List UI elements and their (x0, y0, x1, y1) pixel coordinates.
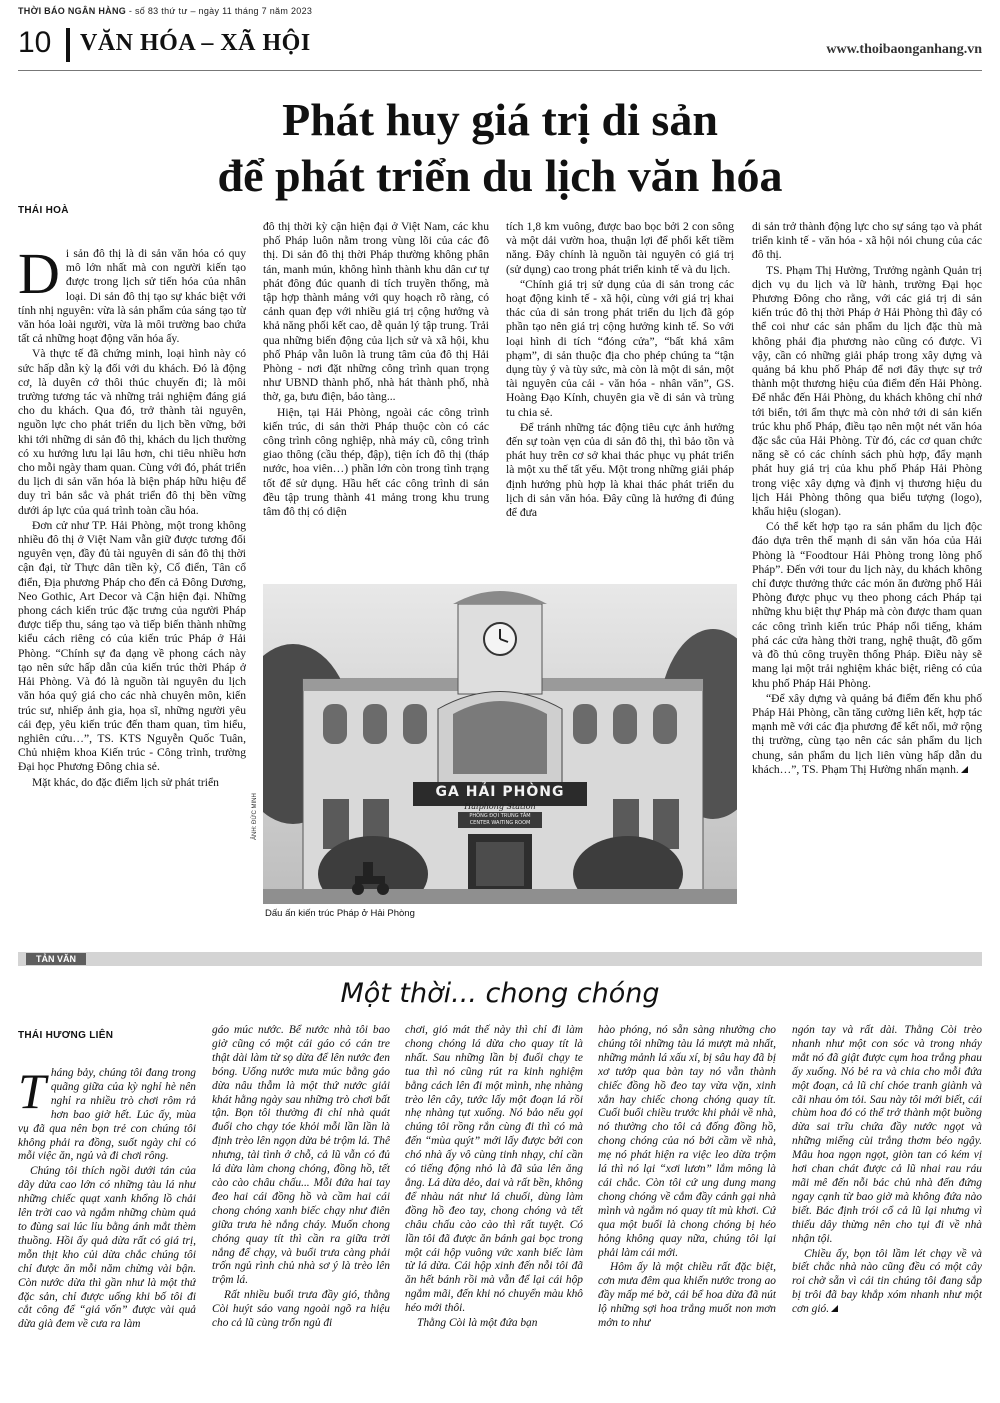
station-sign-sub: Haiphong Station (464, 802, 536, 811)
article-column-1 (18, 247, 246, 919)
section-separator (18, 952, 982, 966)
article2-author: THÁI HƯƠNG LIÊN (18, 1030, 114, 1041)
station-illustration (263, 584, 737, 904)
article-photo (263, 584, 737, 904)
article2-column-1 (18, 1067, 196, 1401)
headline (100, 92, 900, 204)
paragraph: Rất nhiều buổi trưa đầy gió, thằng Còi huýt sáo vang ngoài ngõ ra hiệu cho cả lũ cùng trốn ngủ đi (212, 1289, 390, 1330)
headline-line-2: để phát triển du lịch văn hóa (217, 150, 783, 201)
paragraph: Thằng Còi là một đứa bạn (417, 1317, 538, 1330)
article-column-2 (263, 220, 489, 578)
headline-line-1: Phát huy giá trị di sản (282, 94, 718, 145)
header-rule (18, 70, 982, 71)
paragraph: gáo múc nước. Bể nước nhà tôi bao giờ cũng có một cái gáo có cán tre thật dài làm từ sọ dừa để lên nước đen bóng. Uống nước mưa múc bằng gáo dừa nâu thẫm là một thứ nước giải khát hằng ngày sau những trò chơi bất tận. Bọn tôi thường đi chỉ nhà quát đuổi cho chạy tóe khỏi mỗi lần lần là định trèo lên ngọn dừa bẻ trộm lá. Thế nhưng, tài tình ở chỗ, cả lũ vẫn có đủ lá dừa làm chong chóng, đồng hồ, tết cào cào châu chấu... Mỗi đứa hai tay đeo hai cái đồng hồ và cầm hai cái chong chóng xanh biếc chạy như điên giữa trưa hè nắng cháy. Muốn chong chóng quay tít thì cần ra giữa trời nắng để chạy, và buổi trưa càng phải trốn ngủ rình chủ nhà sơ ý là trèo lên trộm lá. (212, 1024, 390, 1287)
end-mark-icon (831, 1305, 838, 1312)
paragraph: “Để xây dựng và quảng bá điểm đến khu phố Pháp Hải Phòng, cần tăng cường liên kết, hợp tác mạnh mẽ với các địa phương để kết nối, mở rộng thị trường, cùng tạo nên các sản phẩm du lịch chung, sản phẩm du lịch liên vùng hấp dẫn du khách…”, TS. Phạm Thị Hường nhấn mạnh. (752, 691, 982, 776)
paragraph: Hiện, tại Hải Phòng, ngoài các công trình kiến trúc, di sản thời Pháp thuộc còn có các công trình công nghiệp, nhà máy cũ, công trình giao thông (cầu thép, đập), tiện ích đô thị (tháp nước, hoa viên…) phần lớn còn trong tình trạng tốt để sử dụng. Hầu hết các công trình di sản đều tập trung thành 41 mảng trong khu trung tâm đô thị có diện (263, 405, 489, 519)
paragraph: chơi, gió mát thế này thì chỉ đi làm chong chóng lá dừa cho quay tít là nhất. Sau những lần bị đuổi chạy te tua thì nó cũng rút ra kinh nghiệm bằng cách lên đi một mình, nhẹ nhàng trèo lên cây, tước lấy một đoạn lá rồi nhẹ nhàng tụt xuống. Nó bảo nếu gọi chúng tôi rồng rắn cùng đi thì có mà đến “mùa quýt” mới lấy được bởi con chó nhà ấy vô cùng tinh nhạy, chỉ cần có tiếng động nhỏ là đã sủa lên ăng ẳng. Lá dừa dẻo, dai và rất bền, không để nhàu nát như lá chuối, dùng làm đồng hồ đeo tay, chong chóng và tết châu chấu cào cào thì rất tuyệt. Có lần tôi đã được ăn bánh gai bọc trong một cái hộp vuông vức xanh biếc làm từ lá dừa. Cái hộp xinh đến nỗi tôi đã ăn hết bánh rồi mà vẫn để lại cái hộp ngắm mãi, đến khi nó chuyển màu khô héo mới thôi. (405, 1024, 583, 1315)
issue-info: - số 83 thứ tư – ngày 11 tháng 7 năm 2023 (126, 6, 313, 16)
paragraph: Đơn cử như TP. Hải Phòng, một trong không nhiều đô thị ở Việt Nam vẫn giữ được tương đối nguyên vẹn, đầy đủ tài nguyên di sản đô thị thời cận đại, từ Thực dân tiền kỳ, Cổ điển, Tân cổ điển, Địa phương Pháp cho đến cả Đông Dương, Neo Gothic, Art Decor và Cận hiện đại. Những phong cách kiến trúc đặc trưng của người Pháp được tiếp thu, sáng tạo và tiếp biến thành những kiểu cách riêng có của kiến trúc Pháp ở Hải Phòng. “Chính sự đa dạng về phong cách này tạo nên sức hấp dẫn của kiến trúc thời Pháp ở Hải Phòng. Và đó là nguồn tài nguyên du lịch văn hóa quý giá cho các nhà chuyên môn, kiến trúc sư, nhiếp ảnh gia, họa sĩ, những người yêu cái đẹp, yêu kiến trúc đến tham quan, tìm hiểu, nghiên cứu…”, TS. KTS Nguyễn Quốc Tuân, Chủ nhiệm khoa Kiến trúc - Công trình, trường Đại học Phương Đông chia sẻ. (18, 518, 246, 774)
drop-cap: D (18, 247, 60, 306)
section-label: TẢN VĂN (26, 953, 86, 965)
article-column-4 (752, 220, 982, 920)
paragraph: Mặt khác, do đặc điểm lịch sử phát triển (32, 775, 219, 789)
author-byline: THÁI HOÀ (18, 205, 69, 216)
paragraph: Và thực tế đã chứng minh, loại hình này có sức hấp dẫn kỳ lạ đối với du khách. Đó là động cơ, là duyên cớ thôi thúc chuyến đi; là môi trường tương tác và những trải nghiệm đáng giá cho du khách. Qua đó, trở thành tài nguyên, nguồn lực cho phát triển du lịch bền vững, bởi khi tới những di sản đô thị, khách du lịch thường có xu hướng lưu lại lâu hơn, chi tiêu nhiều hơn cho mỗi ngày tham quan. Cùng với đó, phát triển du lịch di sản văn hóa là biện pháp hữu hiệu để duy trì bản sắc và phát triển đô thị bền vững dưới áp lực của quá trình toàn cầu hóa. (18, 347, 246, 517)
station-sign: GA HẢI PHÒNG (435, 784, 565, 800)
paper-name: THỜI BÁO NGÂN HÀNG (18, 6, 127, 16)
end-mark-icon (961, 766, 968, 773)
section-title: VĂN HÓA – XÃ HỘI (80, 30, 311, 56)
section-divider (66, 28, 70, 62)
paragraph: “Chính giá trị sử dụng của di sản trong các hoạt động kinh tế - xã hội, cùng với giá trị khai thác của di sản trong phát triển du lịch đã góp phần tạo nên giá trị cộng hưởng kinh tế. So với loại hình di tích “đóng cửa”, “bất khả xâm phạm”, di sản thuộc địa cho phép chúng ta “tận dụng tùy ý và tùy sức, mà còn là một di sản, một tài nguyên của cải - văn hóa - nhân văn”, GS. Hoàng Đạo Kính, chuyên gia về di sản và trùng tu chia sẻ. (506, 277, 734, 419)
paragraph: Có thể kết hợp tạo ra sản phẩm du lịch độc đáo dựa trên thế mạnh di sản văn hóa của Hải Phòng là “Foodtour Hải Phòng trong lòng phố Pháp”. Đến với tour du lịch này, du khách không chỉ được thưởng thức các món ăn đường phố Hải Phòng được phục vụ theo phong cách Pháp tại những khu biệt thự Pháp mà còn được tham quan các công trình kiến trúc Pháp nổi tiếng, khám phá các cửa hàng thời trang, nghệ thuật, đồ gốm và đồ thủ công truyền thống Pháp. Điều này sẽ mang lại một trải nghiệm khác biệt, riêng có của khu phố Pháp Hải Phòng. (752, 520, 982, 690)
drop-cap: T (18, 1067, 46, 1119)
article2-column-2 (212, 1024, 390, 1401)
paragraph: ngón tay và rất dài. Thằng Còi trèo nhanh như một con sóc và trong nháy mắt nó đã giật được cụm hoa trắng phau ấy xuống. Nó bẻ ra và chia cho mỗi đứa một đoạn, cả lũ chí chóe tranh giành và cãi nhau ỏm tỏi. Sau này tôi mới biết, cái chùm hoa đó có thể trở thành một buồng dừa sai trĩu chứa đầy nước ngọt và những miếng cùi trắng thơm béo ngậy. Mâu hoa ngọn ngọt, giòn tan có kém vị hơi chan chát được cả lũ nhai rau ráu mãi mê đến nỗi bác chủ nhà đến đứng ngay cạnh từ bao giờ mà không đứa nào biết. Bác định trói cổ cả lũ lại nhưng vì thiếu dây thừng nên cho tụi đi về nhà nhận tội. (792, 1024, 982, 1245)
article2-column-5 (792, 1024, 982, 1401)
article2-column-4 (598, 1024, 776, 1401)
masthead (18, 6, 312, 16)
page-header (18, 20, 982, 72)
page-number: 10 (18, 26, 52, 59)
site-url[interactable]: www.thoibaonganhang.vn (826, 42, 982, 57)
article2-title: Một thời... chong chóng (340, 978, 660, 1009)
paragraph: tích 1,8 km vuông, được bao bọc bởi 2 con sông và một dải vườn hoa, thuận lợi để phối kết tiềm năng. Đây chính là nguồn tài nguyên có giá trị (sử dụng) cao trong phát triển kinh tế và du lịch. (506, 220, 734, 276)
paragraph: Di sản đô thị là di sản văn hóa có quy mô lớn nhất mà con người kiến tạo được trong lịch sử tiến hóa của nhân loại. Di sản đô thị tạo sự khác biệt với tính nhị nguyên: vừa là sản phẩm của sáng tạo từ văn hóa loài người, vừa là môi trường bao chứa tất cả những hoạt động văn hóa ấy. (18, 247, 246, 346)
paragraph: TS. Phạm Thị Hường, Trưởng ngành Quản trị dịch vụ du lịch và lữ hành, trường Đại học Phương Đông cho rằng, với các giá trị di sản kiến trúc đô thị thời Pháp ở Hải Phòng thì đây có thể coi như các sản phẩm du lịch đặc thù mà không phải địa phương nào cũng có được. Vì vậy, cần có những giải pháp trong xây dựng và quảng bá khu phố Pháp để nơi đây thực sự trở thành một thương hiệu của điểm đến Hải Phòng. Để nhắc đến Hải Phòng, du khách không chỉ nhớ tới biển, tới ẩm thực mà còn nhớ tới di sản kiến trúc khu phố Pháp, điều tạo nên một nét văn hóa đặc sắc của Hải Phòng. Từ đó, các cơ quan chức năng sẽ có các chính sách phù hợp, đẩy mạnh phát huy giá trị của khu phố Pháp Hải Phòng trong việc xây dựng và định vị thương hiệu du lịch Hải Phòng thông qua biểu tượng (logo), khẩu hiệu (slogan). (752, 263, 982, 519)
article2-column-3 (405, 1024, 583, 1401)
paragraph: hào phóng, nó sẵn sàng nhường cho chúng tôi những tàu lá mượt mà nhất, những mảnh lá xấu xí, bị sâu hay đã bị xơ tướp qua bàn tay nó vẫn thành chiếc đồng hồ đeo tay vừa vặn, xinh xắn hay chiếc chong chóng quay tít. Cuối buổi chiều trước khi phải về nhà, nó thường cho tôi cả đống đồng hồ, chong chóng của nó bởi cầm về nhà, mẹ nó phát hiện ra việc leo dừa trộm lá thì nó lại “xơi lươn” lắm mông là cái chắc. Còn tôi cứ ung dung mang chong chóng về cắm đầy cánh gại nhà mình và ngắm nó quay tít mù khơi. Cứ qua một buổi là chong chóng bị héo hỏng không quay nữa, chúng tôi lại phải làm cái mới. (598, 1024, 776, 1259)
paragraph: Tháng bảy, chúng tôi đang trong quãng giữa của kỳ nghỉ hè nên nghỉ ra nhiều trò chơi rôm rả hơn bao giờ hết. Lúc ấy, mùa vụ đã qua nên bọn trẻ con chúng tôi không phải ra đồng, suốt ngày chỉ có mỗi việc ăn, ngủ và đi chơi rông. (18, 1067, 196, 1163)
waiting-room-sign: PHÒNG ĐỢI TRUNG TÂM CENTER WAITING ROOM (469, 813, 531, 826)
photo-credit: ẢNH: ĐỨC MINH (252, 793, 258, 840)
photo-caption: Dấu ấn kiến trúc Pháp ở Hải Phòng (265, 908, 415, 919)
article-column-3 (506, 220, 734, 578)
paragraph: Hôm ấy là một chiều rất đặc biệt, cơn mưa đêm qua khiến nước trong ao đầy mấp mé bờ, cái bể hoa dừa đã nút lộ những sợi hoa trắng muốt non mơn mởn to như (598, 1261, 776, 1330)
paragraph: Chiều ấy, bọn tôi lầm lét chạy về và biết chắc nhà nào cũng đều có một cây roi chờ sẵn vì cái tin chúng tôi đang sắp bị trôi đã bay khắp xóm nhanh như một cơn gió. (792, 1247, 982, 1316)
paragraph: Để tránh những tác động tiêu cực ảnh hưởng đến sự toàn vẹn của di sản đô thị, thì bảo tồn và phát huy trên cơ sở khai thác phục vụ phát triển là một xu thế tất yếu. Một trong những giải pháp định hướng phù hợp là khai thác phát triển du lịch di sản văn hóa. Đây cũng là hướng đi đúng để đưa (506, 420, 734, 520)
paragraph: Chúng tôi thích ngồi dưới tán của dãy dừa cao lớn có những tàu lá như những chiếc quạt xanh khổng lồ chải lên trời cao và ngắm những chùm quả to đùng sai lúc lỉu bằng ánh mắt thèm thuồng. Hồi ấy quả dừa rất có giá trị, mỗn thịt kho củi dừa chắc chúng tôi chỉ được ăn mỗi năm chừng vài bận. Còn nước dừa thì gần như là một thứ đặc sản, chỉ được uống khi bố tôi đi cắt công để “giá vốn” được vài quả dừa già đem về cưa ra làm (18, 1165, 196, 1331)
paragraph: di sản trở thành động lực cho sự sáng tạo và phát triển kinh tế - văn hóa - xã hội nói chung của các đô thị. (752, 220, 982, 262)
paragraph: đô thị thời kỳ cận hiện đại ở Việt Nam, các khu phố Pháp luôn nằm trong vùng lõi của các đô thị. Di sản đô thị thời Pháp thường không phân tán, manh mún, không hình thành khu dân cư tự phát đông đúc quanh di tích truyền thống, mà tập hợp thành mảng với quy hoạch rõ ràng, có cảnh quan đẹp với nhiều giá trị cộng hưởng và khả năng phối kết cao, dễ quản lý tập trung. Trải qua những biến động của lịch sử và xã hội, khu phố Pháp vẫn luôn là trung tâm của đô thị Hải Phòng - nơi đặt những công trình quan trọng như UBND thành phố, nhà hát thành phố, nhà thờ, ga, bưu điện, bảo tàng... (263, 220, 489, 404)
